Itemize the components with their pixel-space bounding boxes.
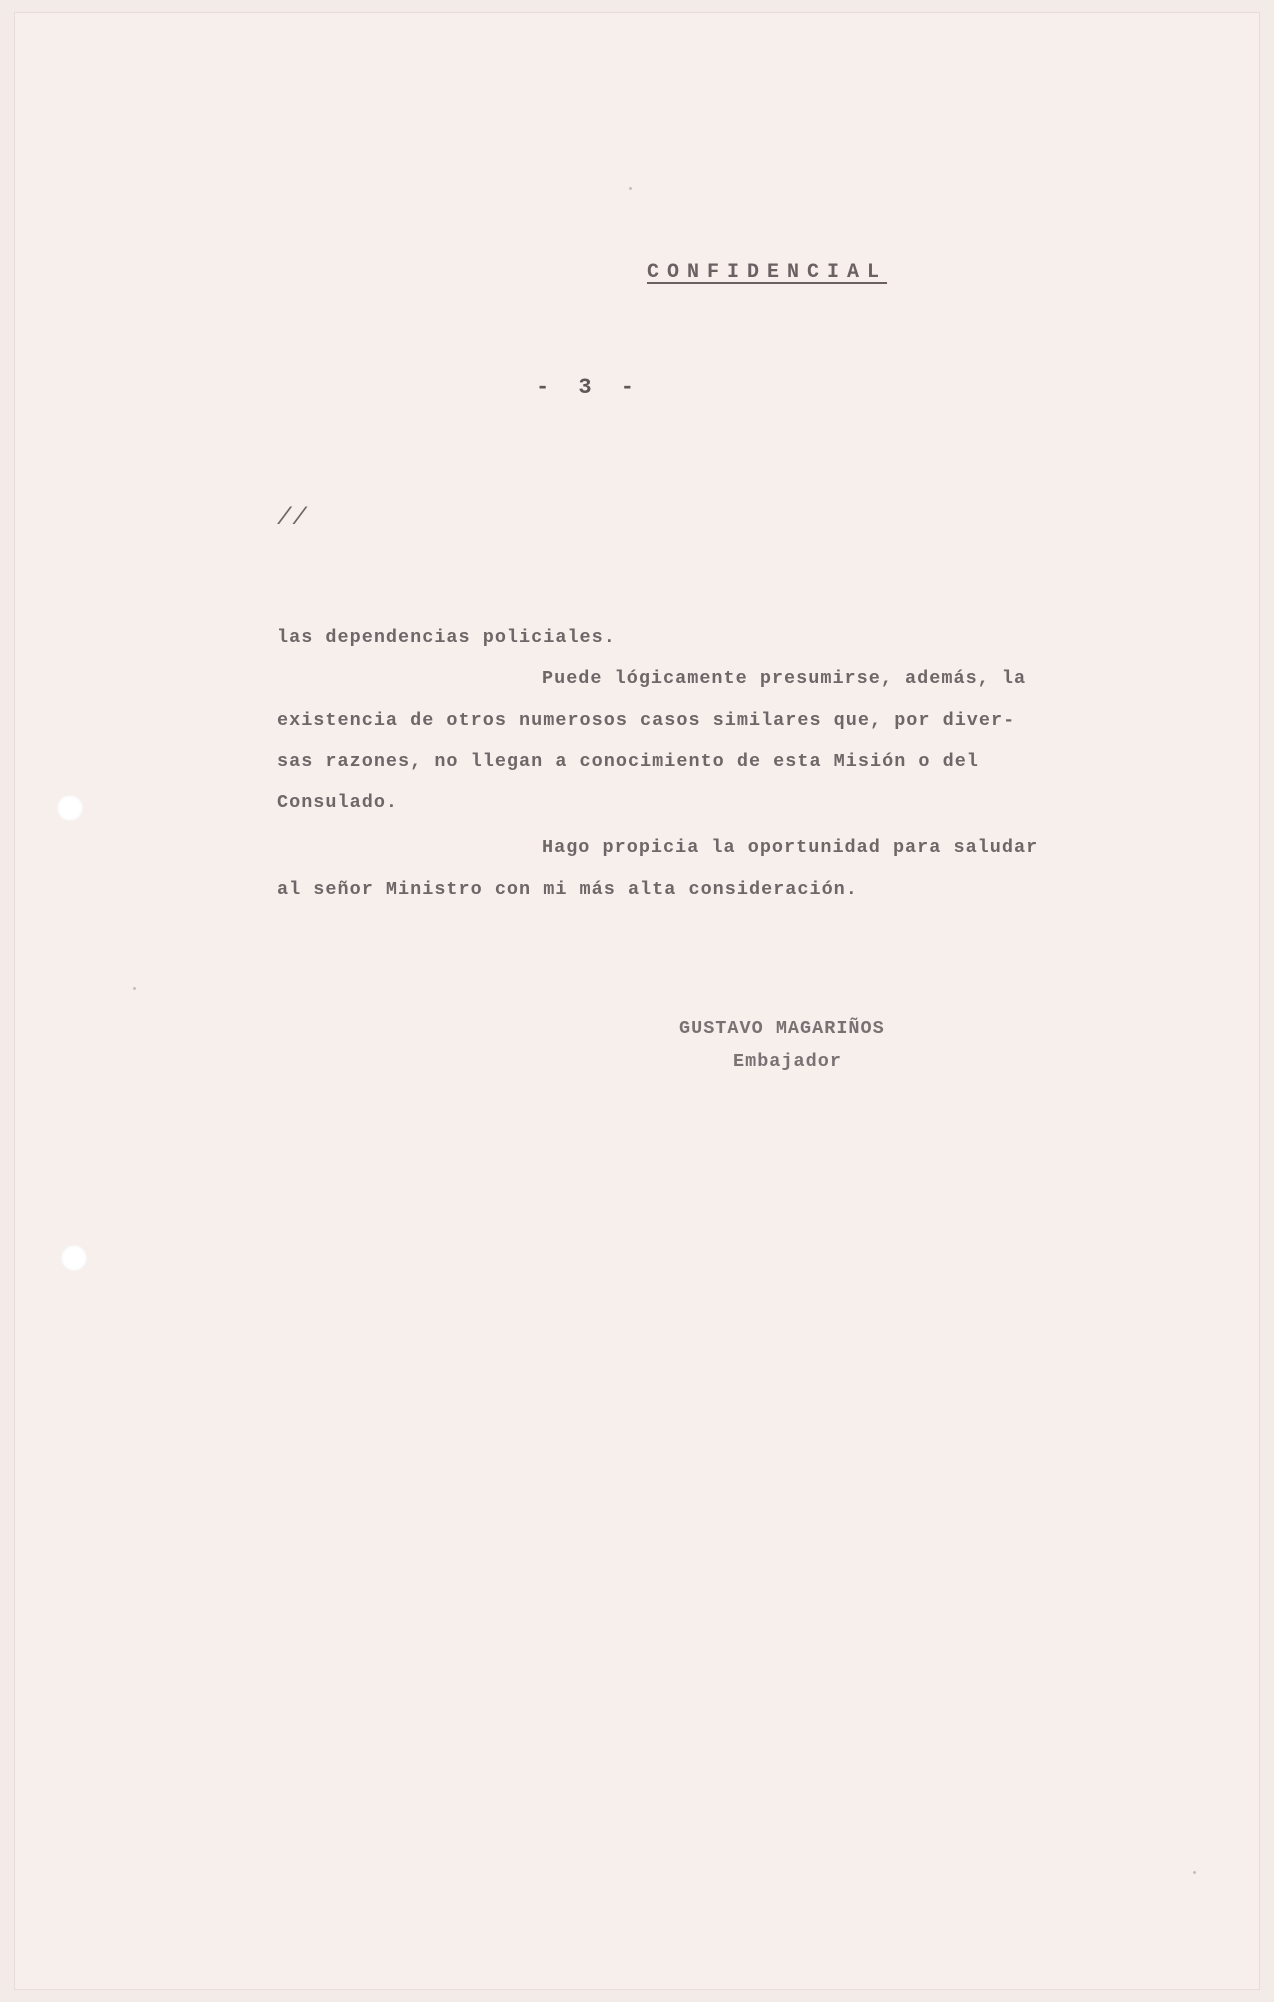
confidential-header: CONFIDENCIAL bbox=[647, 261, 888, 284]
signature-title: Embajador bbox=[733, 1051, 842, 1072]
body-line: existencia de otros numerosos casos similares que, por diver- bbox=[277, 710, 1016, 731]
punch-hole bbox=[61, 1245, 87, 1271]
signature-name: GUSTAVO MAGARIÑOS bbox=[679, 1018, 885, 1039]
punch-hole bbox=[57, 795, 83, 821]
continuation-mark: // bbox=[277, 505, 308, 532]
body-line: Consulado. bbox=[277, 792, 399, 813]
body-line: sas razones, no llegan a conocimiento de esta Misión o del bbox=[277, 751, 979, 772]
body-line: Puede lógicamente presumirse, además, la bbox=[542, 668, 1027, 689]
body-line: las dependencias policiales. bbox=[277, 627, 616, 648]
paper-speck bbox=[133, 987, 136, 990]
body-line: al señor Ministro con mi más alta consideración. bbox=[277, 879, 858, 900]
paper-speck bbox=[1193, 1871, 1196, 1874]
body-line: Hago propicia la oportunidad para saludar bbox=[542, 837, 1039, 858]
page-number: - 3 - bbox=[536, 375, 643, 400]
document-page bbox=[14, 12, 1260, 1990]
paper-speck bbox=[629, 187, 632, 190]
